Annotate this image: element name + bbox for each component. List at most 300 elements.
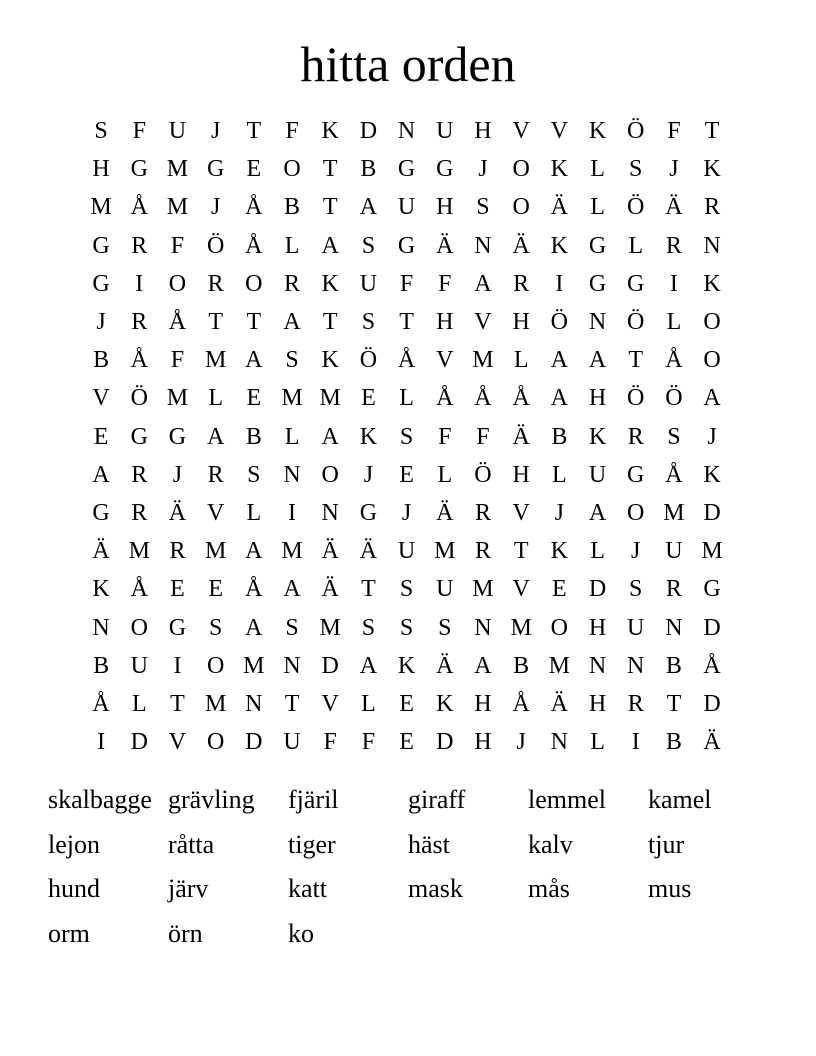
grid-letter: K <box>703 270 721 297</box>
grid-letter: R <box>207 270 224 297</box>
grid-letter: H <box>92 156 110 183</box>
grid-letter: O <box>245 270 263 297</box>
grid-letter: Å <box>436 385 454 412</box>
grid-letter: U <box>665 538 683 565</box>
word-item: grävling <box>168 785 255 815</box>
grid-letter: S <box>361 232 376 259</box>
grid-letter: J <box>631 538 641 565</box>
grid-letter: E <box>552 576 567 603</box>
grid-row <box>82 456 732 494</box>
grid-letter: M <box>166 194 189 221</box>
grid-letter: A <box>283 576 301 603</box>
grid-letter: L <box>284 423 300 450</box>
grid-letter: D <box>436 729 454 756</box>
grid-letter: D <box>130 729 148 756</box>
grid-letter: R <box>284 270 301 297</box>
grid-letter: A <box>588 347 607 374</box>
grid-row <box>82 570 732 608</box>
grid-letter: Å <box>703 652 721 679</box>
grid-letter: L <box>513 347 529 374</box>
grid-letter: F <box>476 423 490 450</box>
grid-letter: V <box>321 690 339 717</box>
grid-letter: S <box>476 194 490 221</box>
grid-letter: A <box>703 385 721 412</box>
grid-letter: Ä <box>436 499 454 526</box>
grid-letter: V <box>206 499 225 526</box>
word-item: tjur <box>648 829 685 859</box>
grid-letter: Å <box>130 576 148 603</box>
word-item: ko <box>288 919 314 949</box>
grid-letter: T <box>628 347 644 374</box>
grid-letter: H <box>474 118 492 145</box>
grid-letter: M <box>472 347 494 374</box>
grid-letter: T <box>284 690 300 717</box>
grid-letter: M <box>204 538 227 565</box>
grid-row <box>82 303 732 341</box>
grid-letter: L <box>590 194 605 221</box>
grid-letter: Å <box>512 690 530 717</box>
grid-letter: K <box>321 270 339 297</box>
grid-letter: T <box>322 309 338 336</box>
grid-letter: O <box>321 461 339 488</box>
grid-letter: F <box>361 729 376 756</box>
grid-letter: L <box>552 461 567 488</box>
grid-letter: J <box>478 156 488 183</box>
grid-letter: A <box>245 614 263 641</box>
grid-letter: I <box>669 270 678 297</box>
grid-letter: J <box>669 156 679 183</box>
grid-letter: F <box>438 270 452 297</box>
word-item: lejon <box>48 829 100 859</box>
grid-letter: T <box>513 538 529 565</box>
word-item: fjäril <box>288 785 339 815</box>
grid-letter: V <box>550 118 569 145</box>
page-title: hitta orden <box>300 36 516 92</box>
grid-letter: J <box>401 499 412 526</box>
grid-letter: H <box>474 729 492 756</box>
grid-letter: S <box>399 614 414 641</box>
grid-letter: H <box>512 461 530 488</box>
grid-letter: O <box>130 614 148 641</box>
grid-letter: N <box>550 729 569 756</box>
grid-letter: V <box>474 309 492 336</box>
grid-letter: N <box>92 614 110 641</box>
word-item: katt <box>288 874 327 904</box>
grid-letter: K <box>588 118 607 145</box>
grid-letter: G <box>436 156 454 183</box>
grid-letter: Ä <box>168 499 187 526</box>
grid-letter: V <box>436 347 454 374</box>
word-item: skalbagge <box>48 785 152 815</box>
grid-letter: G <box>588 232 607 259</box>
grid-letter: K <box>550 156 569 183</box>
grid-letter: I <box>555 270 564 297</box>
grid-letter: N <box>283 652 301 679</box>
grid-letter: Ä <box>92 538 110 565</box>
grid-letter: K <box>588 423 607 450</box>
grid-letter: Å <box>665 461 683 488</box>
grid-letter: N <box>474 614 492 641</box>
grid-letter: F <box>170 347 185 374</box>
grid-letter: T <box>704 118 720 145</box>
grid-letter: K <box>92 576 110 603</box>
grid-letter: U <box>627 614 645 641</box>
word-row <box>48 823 788 868</box>
grid-letter: M <box>281 385 303 412</box>
grid-letter: S <box>629 576 643 603</box>
grid-letter: G <box>206 156 225 183</box>
word-item: giraff <box>408 785 466 815</box>
word-item: mus <box>648 874 692 904</box>
grid-letter: Ä <box>321 576 339 603</box>
grid-letter: Ä <box>436 652 454 679</box>
word-item: kamel <box>648 785 712 815</box>
grid-letter: G <box>397 232 416 259</box>
grid-letter: R <box>665 576 682 603</box>
grid-letter: M <box>701 538 723 565</box>
grid-letter: G <box>627 461 645 488</box>
grid-letter: T <box>666 690 682 717</box>
grid-letter: N <box>474 232 492 259</box>
grid-letter: H <box>588 690 607 717</box>
word-row <box>48 912 788 957</box>
grid-letter: Ä <box>436 232 454 259</box>
grid-letter: A <box>283 309 301 336</box>
grid-letter: Ä <box>665 194 683 221</box>
grid-letter: E <box>170 576 185 603</box>
grid-row <box>82 188 732 226</box>
word-item: kalv <box>528 829 573 859</box>
grid-letter: S <box>667 423 681 450</box>
grid-letter: T <box>322 156 338 183</box>
grid-letter: R <box>131 499 148 526</box>
grid-letter: J <box>172 461 183 488</box>
grid-letter: D <box>245 729 263 756</box>
grid-letter: A <box>359 652 378 679</box>
grid-letter: R <box>207 461 224 488</box>
grid-letter: M <box>510 614 532 641</box>
grid-letter: L <box>590 538 605 565</box>
grid-letter: Å <box>245 232 263 259</box>
grid-letter: N <box>588 652 607 679</box>
grid-letter: U <box>130 652 148 679</box>
word-item: mask <box>408 874 463 904</box>
word-item: tiger <box>288 829 336 859</box>
grid-letter: M <box>166 385 189 412</box>
grid-letter: A <box>206 423 225 450</box>
grid-letter: O <box>168 270 187 297</box>
grid-letter: A <box>321 232 339 259</box>
grid-letter: T <box>170 690 185 717</box>
grid-letter: Ö <box>550 309 569 336</box>
grid-letter: K <box>550 538 569 565</box>
grid-letter: F <box>323 729 337 756</box>
grid-letter: A <box>550 385 569 412</box>
grid-letter: O <box>512 156 530 183</box>
grid-letter: K <box>397 652 416 679</box>
grid-letter: Å <box>512 385 530 412</box>
grid-letter: S <box>285 347 299 374</box>
grid-letter: B <box>665 729 682 756</box>
word-item: mås <box>528 874 570 904</box>
grid-letter: H <box>588 614 607 641</box>
grid-letter: J <box>210 118 221 145</box>
grid-letter: M <box>472 576 494 603</box>
grid-letter: E <box>399 690 414 717</box>
grid-letter: D <box>703 690 721 717</box>
grid-letter: Ö <box>359 347 378 374</box>
grid-letter: D <box>359 118 378 145</box>
grid-letter: U <box>397 194 416 221</box>
grid-letter: B <box>245 423 262 450</box>
grid-letter: V <box>512 118 530 145</box>
grid-letter: H <box>474 690 492 717</box>
grid-letter: A <box>92 461 110 488</box>
grid-letter: U <box>359 270 378 297</box>
grid-letter: S <box>629 156 643 183</box>
grid-letter: U <box>436 118 454 145</box>
grid-row <box>82 227 732 265</box>
grid-letter: S <box>361 309 376 336</box>
word-row <box>48 778 788 823</box>
grid-row <box>82 647 732 685</box>
grid-letter: S <box>285 614 299 641</box>
grid-letter: L <box>590 156 605 183</box>
grid-letter: R <box>131 232 148 259</box>
word-item: lemmel <box>528 785 606 815</box>
grid-letter: L <box>246 499 262 526</box>
grid-letter: Ö <box>627 309 645 336</box>
grid-letter: K <box>321 118 339 145</box>
grid-letter: N <box>397 118 416 145</box>
grid-letter: B <box>284 194 301 221</box>
grid-row <box>82 494 732 532</box>
grid-letter: Å <box>130 194 148 221</box>
grid-letter: A <box>474 652 492 679</box>
word-list <box>48 778 788 956</box>
grid-letter: F <box>132 118 146 145</box>
grid-row <box>82 265 732 303</box>
grid-letter: G <box>359 499 378 526</box>
grid-letter: R <box>474 538 491 565</box>
grid-letter: O <box>206 729 225 756</box>
grid-letter: A <box>245 347 263 374</box>
grid-letter: L <box>628 232 644 259</box>
grid-letter: D <box>703 614 721 641</box>
grid-letter: Ä <box>550 194 569 221</box>
grid-letter: K <box>436 690 454 717</box>
grid-letter: I <box>288 499 297 526</box>
grid-letter: G <box>130 156 148 183</box>
grid-letter: R <box>627 423 644 450</box>
grid-letter: Å <box>168 309 187 336</box>
grid-letter: M <box>204 690 227 717</box>
grid-letter: S <box>94 118 108 145</box>
word-item: hund <box>48 874 100 904</box>
grid-letter: A <box>321 423 339 450</box>
grid-letter: D <box>703 499 721 526</box>
grid-letter: G <box>627 270 645 297</box>
grid-row <box>82 685 732 723</box>
grid-letter: O <box>627 499 645 526</box>
word-item: häst <box>408 829 450 859</box>
word-item: järv <box>168 874 209 904</box>
grid-letter: F <box>438 423 452 450</box>
grid-letter: R <box>513 270 530 297</box>
grid-letter: U <box>588 461 607 488</box>
grid-letter: B <box>665 652 682 679</box>
grid-letter: Å <box>245 576 263 603</box>
grid-letter: U <box>397 538 416 565</box>
grid-letter: O <box>703 309 721 336</box>
grid-letter: N <box>665 614 683 641</box>
grid-letter: B <box>93 652 110 679</box>
grid-letter: D <box>321 652 339 679</box>
grid-letter: R <box>169 538 186 565</box>
grid-letter: U <box>283 729 301 756</box>
grid-letter: G <box>92 270 110 297</box>
grid-letter: Ä <box>703 729 721 756</box>
grid-letter: I <box>135 270 144 297</box>
grid-letter: G <box>168 614 187 641</box>
grid-letter: E <box>399 461 414 488</box>
grid-letter: T <box>322 194 338 221</box>
grid-row <box>82 532 732 570</box>
grid-letter: V <box>168 729 187 756</box>
grid-letter: A <box>588 499 607 526</box>
grid-letter: T <box>208 309 223 336</box>
grid-letter: J <box>554 499 565 526</box>
grid-letter: Å <box>474 385 492 412</box>
grid-letter: L <box>666 309 682 336</box>
grid-letter: G <box>92 232 110 259</box>
grid-letter: M <box>281 538 303 565</box>
grid-letter: R <box>704 194 721 221</box>
grid-letter: E <box>246 385 262 412</box>
grid-letter: T <box>246 118 262 145</box>
grid-letter: E <box>93 423 109 450</box>
grid-letter: J <box>96 309 106 336</box>
grid-letter: H <box>588 385 607 412</box>
grid-letter: O <box>550 614 569 641</box>
grid-letter: N <box>627 652 645 679</box>
word-item: råtta <box>168 829 215 859</box>
grid-letter: J <box>363 461 374 488</box>
grid-letter: L <box>399 385 414 412</box>
grid-letter: Ö <box>627 385 645 412</box>
grid-letter: O <box>206 652 225 679</box>
grid-letter: B <box>93 347 110 374</box>
grid-letter: U <box>168 118 187 145</box>
grid-letter: Ä <box>550 690 569 717</box>
grid-letter: K <box>703 156 721 183</box>
grid-letter: Ö <box>130 385 148 412</box>
word-item: örn <box>168 919 203 949</box>
grid-letter: E <box>399 729 414 756</box>
grid-row <box>82 723 732 761</box>
grid-letter: Å <box>665 347 683 374</box>
grid-letter: J <box>210 194 221 221</box>
grid-letter: J <box>707 423 717 450</box>
grid-letter: M <box>128 538 150 565</box>
grid-letter: F <box>667 118 681 145</box>
grid-letter: R <box>665 232 682 259</box>
grid-letter: N <box>588 309 607 336</box>
grid-letter: G <box>703 576 721 603</box>
grid-row <box>82 341 732 379</box>
grid-letter: Ä <box>512 232 530 259</box>
grid-row <box>82 608 732 646</box>
grid-letter: A <box>550 347 569 374</box>
grid-letter: M <box>166 156 189 183</box>
grid-letter: M <box>204 347 227 374</box>
grid-letter: L <box>590 729 605 756</box>
grid-letter: Ä <box>321 538 339 565</box>
grid-letter: N <box>245 690 263 717</box>
grid-letter: R <box>131 309 148 336</box>
grid-letter: Ö <box>474 461 492 488</box>
grid-letter: B <box>513 652 530 679</box>
grid-letter: F <box>399 270 414 297</box>
grid-letter: H <box>512 309 530 336</box>
grid-letter: B <box>551 423 568 450</box>
grid-letter: U <box>436 576 454 603</box>
grid-letter: A <box>359 194 378 221</box>
grid-letter: Å <box>397 347 416 374</box>
grid-letter: R <box>131 461 148 488</box>
grid-letter: K <box>321 347 339 374</box>
grid-letter: Å <box>245 194 263 221</box>
grid-letter: O <box>703 347 721 374</box>
grid-letter: N <box>703 232 721 259</box>
grid-letter: H <box>436 309 454 336</box>
grid-letter: T <box>361 576 376 603</box>
grid-letter: L <box>131 690 147 717</box>
grid-row <box>82 418 732 456</box>
grid-letter: I <box>97 729 106 756</box>
grid-letter: I <box>631 729 640 756</box>
grid-letter: I <box>173 652 182 679</box>
grid-letter: G <box>130 423 148 450</box>
grid-letter: R <box>474 499 491 526</box>
grid-letter: L <box>284 232 300 259</box>
grid-letter: S <box>438 614 452 641</box>
grid-letter: L <box>208 385 223 412</box>
grid-letter: F <box>285 118 299 145</box>
grid-letter: M <box>90 194 112 221</box>
word-row <box>48 867 788 912</box>
grid-letter: Ö <box>206 232 225 259</box>
grid-letter: M <box>319 614 341 641</box>
grid-letter: H <box>436 194 454 221</box>
grid-letter: V <box>92 385 110 412</box>
grid-letter: J <box>516 729 526 756</box>
grid-letter: E <box>361 385 376 412</box>
grid-letter: S <box>399 423 414 450</box>
word-item: orm <box>48 919 90 949</box>
grid-letter: Ö <box>665 385 683 412</box>
grid-letter: Ä <box>512 423 530 450</box>
grid-letter: F <box>170 232 185 259</box>
grid-letter: S <box>399 576 414 603</box>
grid-letter: D <box>588 576 607 603</box>
grid-letter: A <box>245 538 263 565</box>
grid-letter: G <box>397 156 416 183</box>
grid-letter: O <box>283 156 301 183</box>
grid-letter: V <box>512 499 530 526</box>
grid-letter: L <box>361 690 376 717</box>
grid-letter: Å <box>130 347 148 374</box>
